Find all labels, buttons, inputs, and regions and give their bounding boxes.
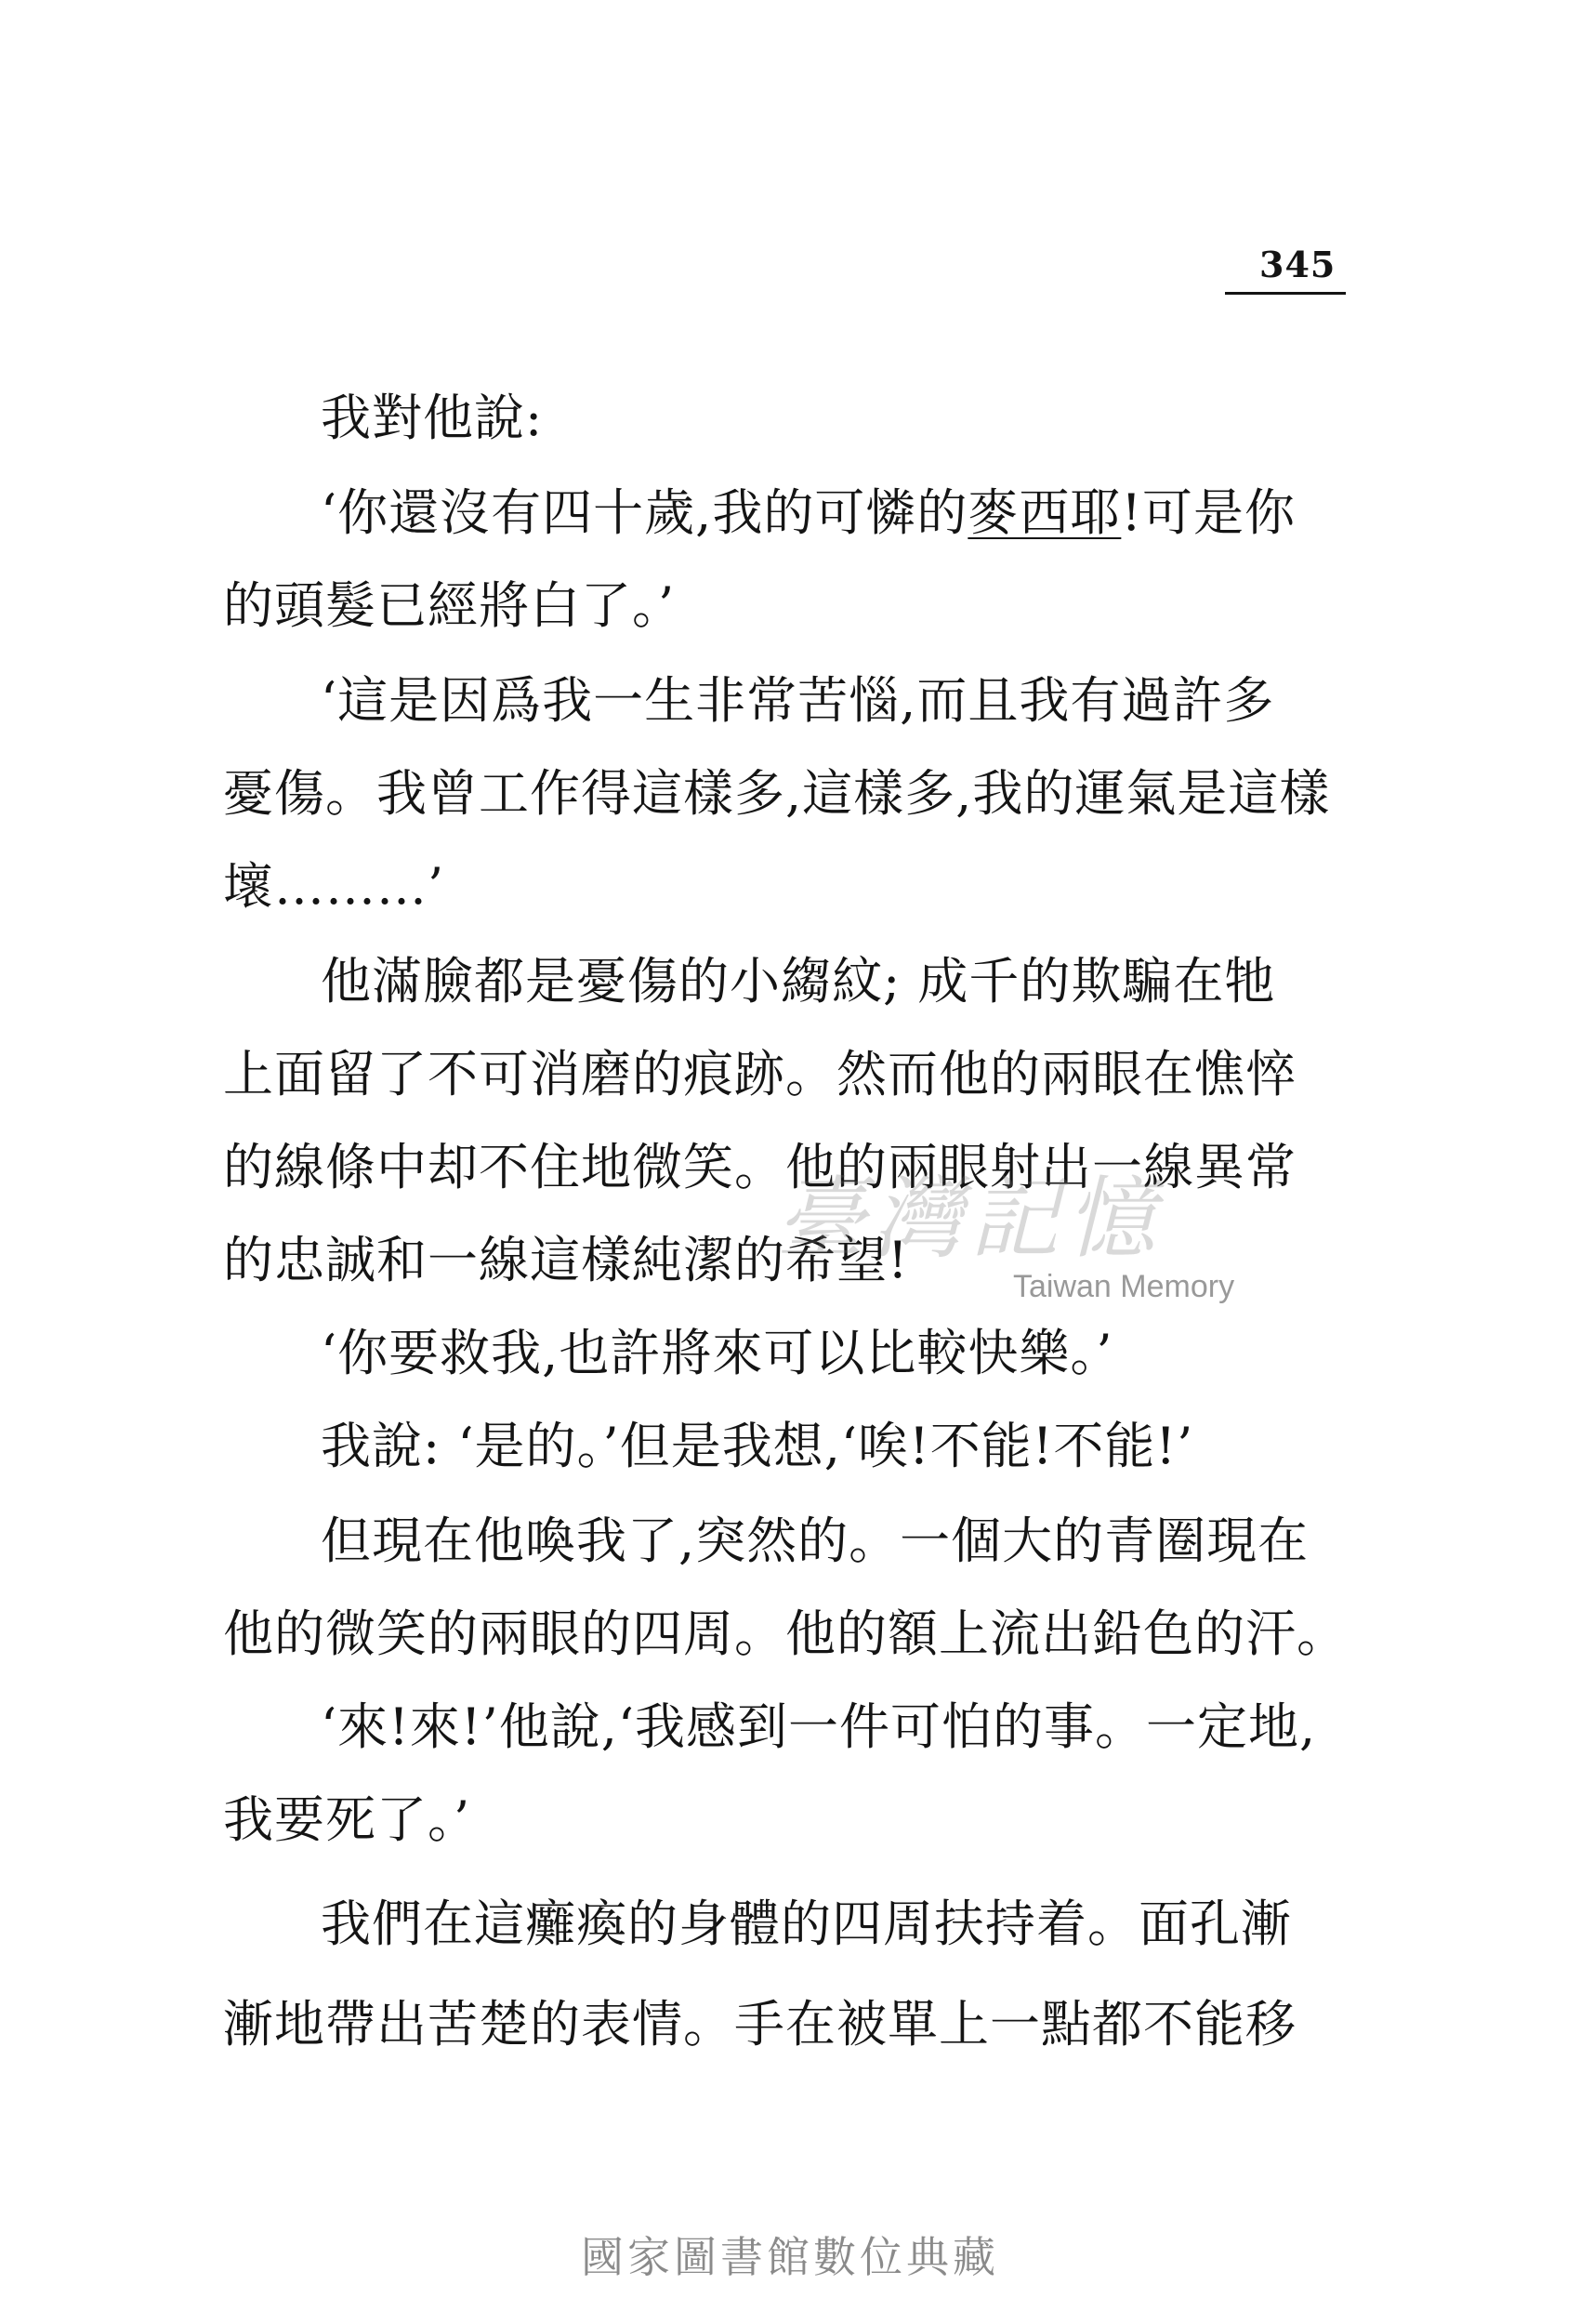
text-line-7: 他滿臉都是憂傷的小縐紋; 成千的欺騙在牠 [321,952,1276,1010]
text-line-6: 壞………’ [223,857,445,916]
text-line-9: 的線條中却不住地微笑。他的兩眼射出一線異常 [223,1138,1297,1196]
text-line-18: 漸地帶出苦楚的表情。手在被單上一點都不能移 [223,1995,1297,2053]
watermark-english: Taiwan Memory [1013,1269,1235,1304]
watermark-chinese: 臺灣記憶 [776,1167,1163,1271]
text-line-13: 但現在他喚我了,突然的。一個大的青圈現在 [321,1512,1310,1570]
text-line-17: 我們在這癱瘓的身體的四周扶持着。面孔漸 [321,1895,1292,1953]
underlined-name: 麥西耶 [968,483,1122,542]
page-number: 345 [1259,244,1336,285]
text-line-10: 的忠誠和一線這樣純潔的希望! [223,1231,909,1289]
text-line-2 [321,483,1296,543]
text-line-14: 他的微笑的兩眼的四周。他的額上流出鉛色的汗。 [223,1604,1348,1663]
text-line-15: ‘來!來!’他說,‘我感到一件可怕的事。一定地, [321,1697,1317,1756]
text-line-11: ‘你要救我,也許將來可以比較快樂。’ [321,1324,1113,1382]
text-line-12: 我說: ‘是的。’但是我想,‘唉!不能!不能!’ [321,1417,1194,1475]
text-line-16: 我要死了。’ [223,1790,471,1849]
page-number-rule [1225,292,1346,295]
footer-source: 國家圖書館數位典藏 [581,2232,999,2282]
text-line-2-part-2: !可是你 [1121,483,1297,542]
text-line-8: 上面留了不可消磨的痕跡。然而他的兩眼在憔悴 [223,1045,1297,1103]
text-line-2-part-1: ‘你還沒有四十歲,我的可憐的 [321,483,968,542]
text-line-4: ‘這是因爲我一生非常苦惱,而且我有過許多 [321,671,1275,730]
text-line-1: 我對他說: [321,389,544,447]
text-line-5: 憂傷。我曾工作得這樣多,這樣多,我的運氣是這樣 [223,764,1331,823]
text-line-3: 的頭髮已經將白了。’ [223,576,676,635]
